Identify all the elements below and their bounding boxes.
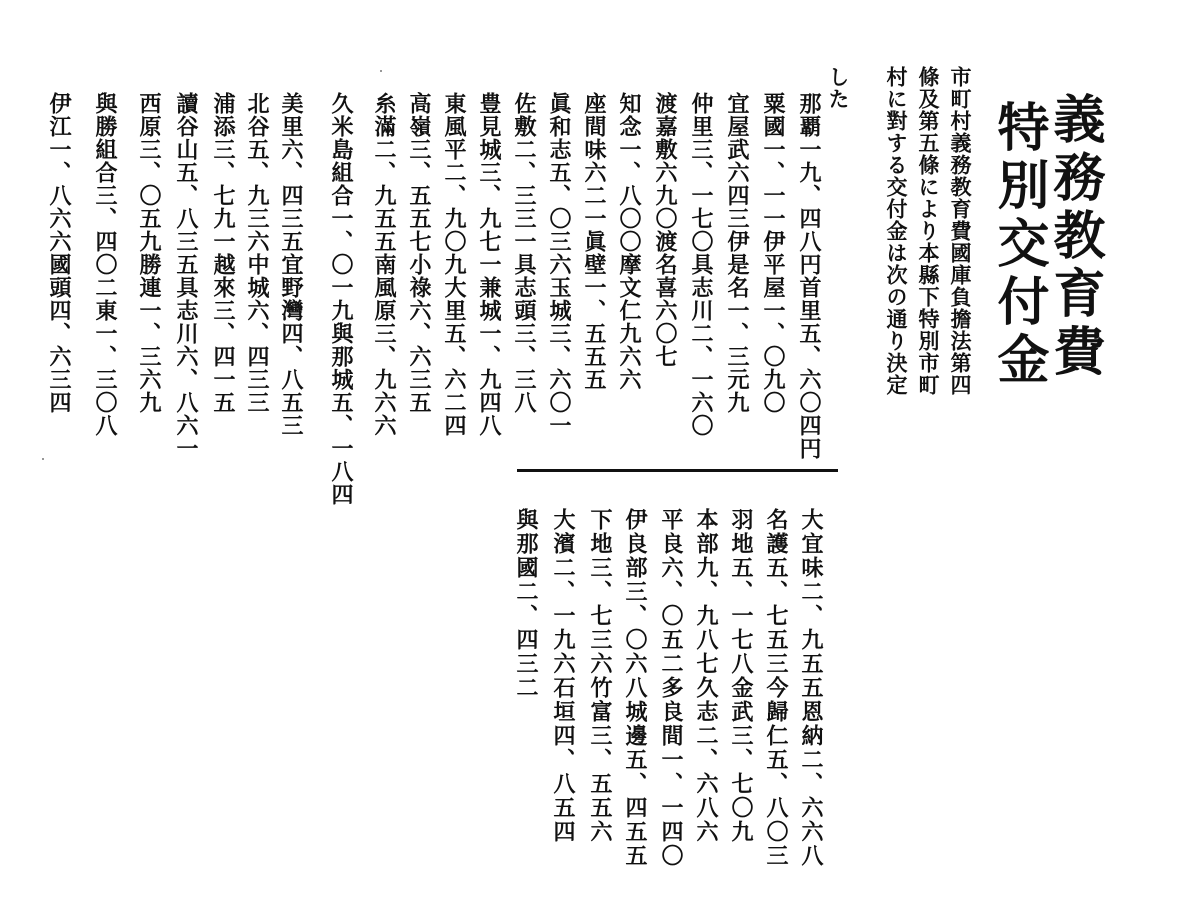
lower-row: 下地三、七三六竹富三、五五六: [587, 508, 613, 844]
intro-line-1: 市町村義務教育費國庫負擔法第四: [948, 66, 973, 396]
headline-line-1: 義務教育費: [1044, 92, 1105, 382]
upper-row: 美里六、四三五宜野灣四、八五三: [278, 92, 304, 437]
upper-row: 久米島組合一、〇一九與那城五、一八四: [328, 92, 354, 506]
intro-line-4: した: [826, 66, 851, 110]
upper-row: 仲里三、一七〇具志川二、一六〇: [688, 92, 714, 437]
upper-row: 東風平二、九〇九大里五、六二四: [441, 92, 467, 437]
print-speck: [42, 458, 44, 460]
upper-row: 浦添三、七九一越來三、四一五: [210, 92, 236, 414]
upper-row: 北谷五、九三六中城六、四三三: [244, 92, 270, 414]
upper-row: 讀谷山五、八三五具志川六、八六一: [173, 92, 199, 460]
section-rule: [517, 469, 838, 472]
lower-row: 名護五、七五三今歸仁五、八〇三: [763, 508, 789, 868]
upper-row: 知念一、八〇〇摩文仁九六六: [616, 92, 642, 391]
upper-row: 粟國一、一一伊平屋一、〇九〇: [760, 92, 786, 414]
upper-row: 佐敷二、三三一具志頭三、三八: [511, 92, 537, 414]
upper-row: 渡嘉敷六九〇渡名喜六〇七: [652, 92, 678, 368]
intro-line-2: 條及第五條により本縣下特別市町: [916, 66, 941, 396]
lower-row: 與那國二、四三二: [513, 508, 539, 700]
upper-row: 座間味六二一眞壁一、五五五: [581, 92, 607, 391]
lower-row: 平良六、〇五二多良間一、一四〇: [658, 508, 684, 868]
intro-line-3: 村に對する交付金は次の通り決定: [884, 66, 909, 396]
upper-row: 西原三、〇五九勝連一、三六九: [136, 92, 162, 414]
headline-line-2: 特別交付金: [988, 100, 1049, 390]
upper-row: 與勝組合三、四〇二東一、三〇八: [92, 92, 118, 437]
upper-row: 伊江一、八六六國頭四、六三四: [46, 92, 72, 414]
lower-row: 羽地五、一七八金武三、七〇九: [728, 508, 754, 844]
print-speck: [380, 70, 382, 72]
upper-row: 宜屋武六四三伊是名一、三元九: [724, 92, 750, 414]
upper-row: 豊見城三、九七一兼城一、九四八: [476, 92, 502, 437]
lower-row: 本部九、九八七久志二、六八六: [693, 508, 719, 844]
lower-row: 伊良部三、〇六八城邊五、四五五: [622, 508, 648, 868]
upper-row: 眞和志五、〇三六玉城三、六〇一: [546, 92, 572, 437]
lower-row: 大濱二、一九六石垣四、八五四: [550, 508, 576, 844]
upper-row: 糸滿二、九五五南風原三、九六六: [371, 92, 397, 437]
upper-row: 高嶺三、五五七小祿六、六三五: [406, 92, 432, 414]
lower-row: 大宜味二、九五五恩納二、六六八: [798, 508, 824, 868]
upper-row: 那覇一九、四八円首里五、六〇四円: [796, 92, 822, 460]
